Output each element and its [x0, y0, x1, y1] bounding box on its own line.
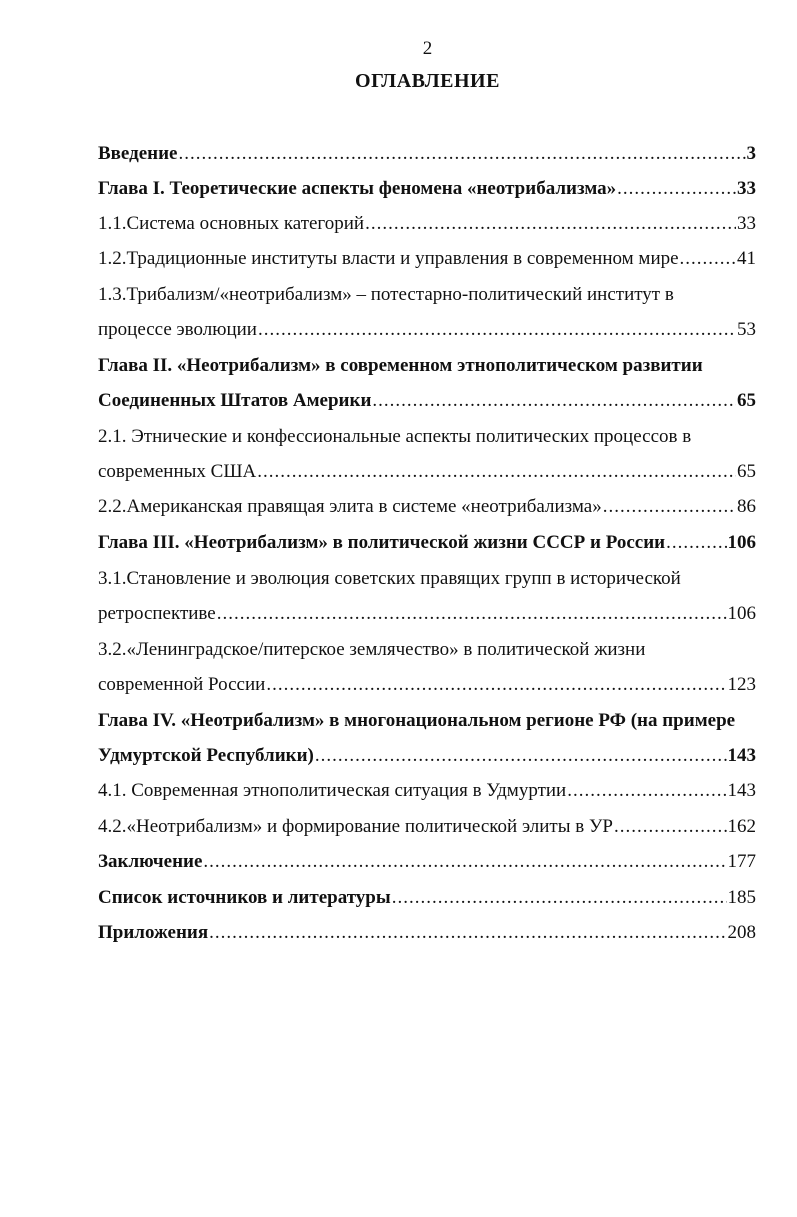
- toc-entry-conclusion[interactable]: Заключение ..... 177: [98, 849, 756, 875]
- toc-entry-3-2-cont[interactable]: современной России ..... 123: [98, 672, 756, 698]
- toc-entry-2-2[interactable]: 2.2.Американская правящая элита в системе «неотрибализма» ..... 86: [98, 494, 756, 520]
- toc-entry-chapter-4-cont[interactable]: Удмуртской Республики) ..... 143: [98, 743, 756, 769]
- toc-entry-chapter-4[interactable]: Глава IV. «Неотрибализм» в многонациональном регионе РФ (на примере: [98, 710, 736, 731]
- page-title: ОГЛАВЛЕНИЕ: [355, 70, 500, 92]
- toc-entry-3-1-cont[interactable]: ретроспективе ..... 106: [98, 601, 756, 627]
- toc-entry-1-3-cont[interactable]: процессе эволюции ..... 53: [98, 317, 756, 343]
- toc-entry-4-1[interactable]: 4.1. Современная этнополитическая ситуация в Удмуртии ..... 143: [98, 778, 756, 804]
- toc-entry-chapter-2-cont[interactable]: Соединенных Штатов Америки ..... 65: [98, 388, 756, 414]
- toc-entry-chapter-1[interactable]: Глава I. Теоретические аспекты феномена «неотрибализма» ..... 33: [98, 176, 756, 202]
- toc-entry-introduction[interactable]: Введение ..... 3: [98, 141, 756, 167]
- toc-entry-chapter-2[interactable]: Глава II. «Неотрибализм» в современном этнополитическом развитии: [98, 355, 703, 376]
- toc-entry-1-3[interactable]: 1.3.Трибализм/«неотрибализм» – потестарно-политический институт в: [98, 284, 674, 305]
- toc-entry-chapter-3[interactable]: Глава III. «Неотрибализм» в политической жизни СССР и России ..... 106: [98, 530, 756, 556]
- toc-entry-3-2[interactable]: 3.2.«Ленинградское/питерское землячество» в политической жизни: [98, 639, 646, 660]
- toc-entry-bibliography[interactable]: Список источников и литературы ..... 185: [98, 885, 756, 911]
- toc-entry-appendices[interactable]: Приложения ..... 208: [98, 920, 756, 946]
- toc-entry-3-1[interactable]: 3.1.Становление и эволюция советских правящих групп в исторической: [98, 568, 681, 589]
- toc-entry-1-1[interactable]: 1.1.Система основных категорий ..... 33: [98, 211, 756, 237]
- toc-entry-2-1[interactable]: 2.1. Этнические и конфессиональные аспекты политических процессов в: [98, 426, 692, 447]
- page-number: 2: [422, 38, 433, 59]
- toc-entry-2-1-cont[interactable]: современных США ..... 65: [98, 459, 756, 485]
- toc-entry-4-2[interactable]: 4.2.«Неотрибализм» и формирование политической элиты в УР ..... 162: [98, 814, 756, 840]
- toc-entry-1-2[interactable]: 1.2.Традиционные институты власти и управления в современном мире ..... 41: [98, 246, 756, 272]
